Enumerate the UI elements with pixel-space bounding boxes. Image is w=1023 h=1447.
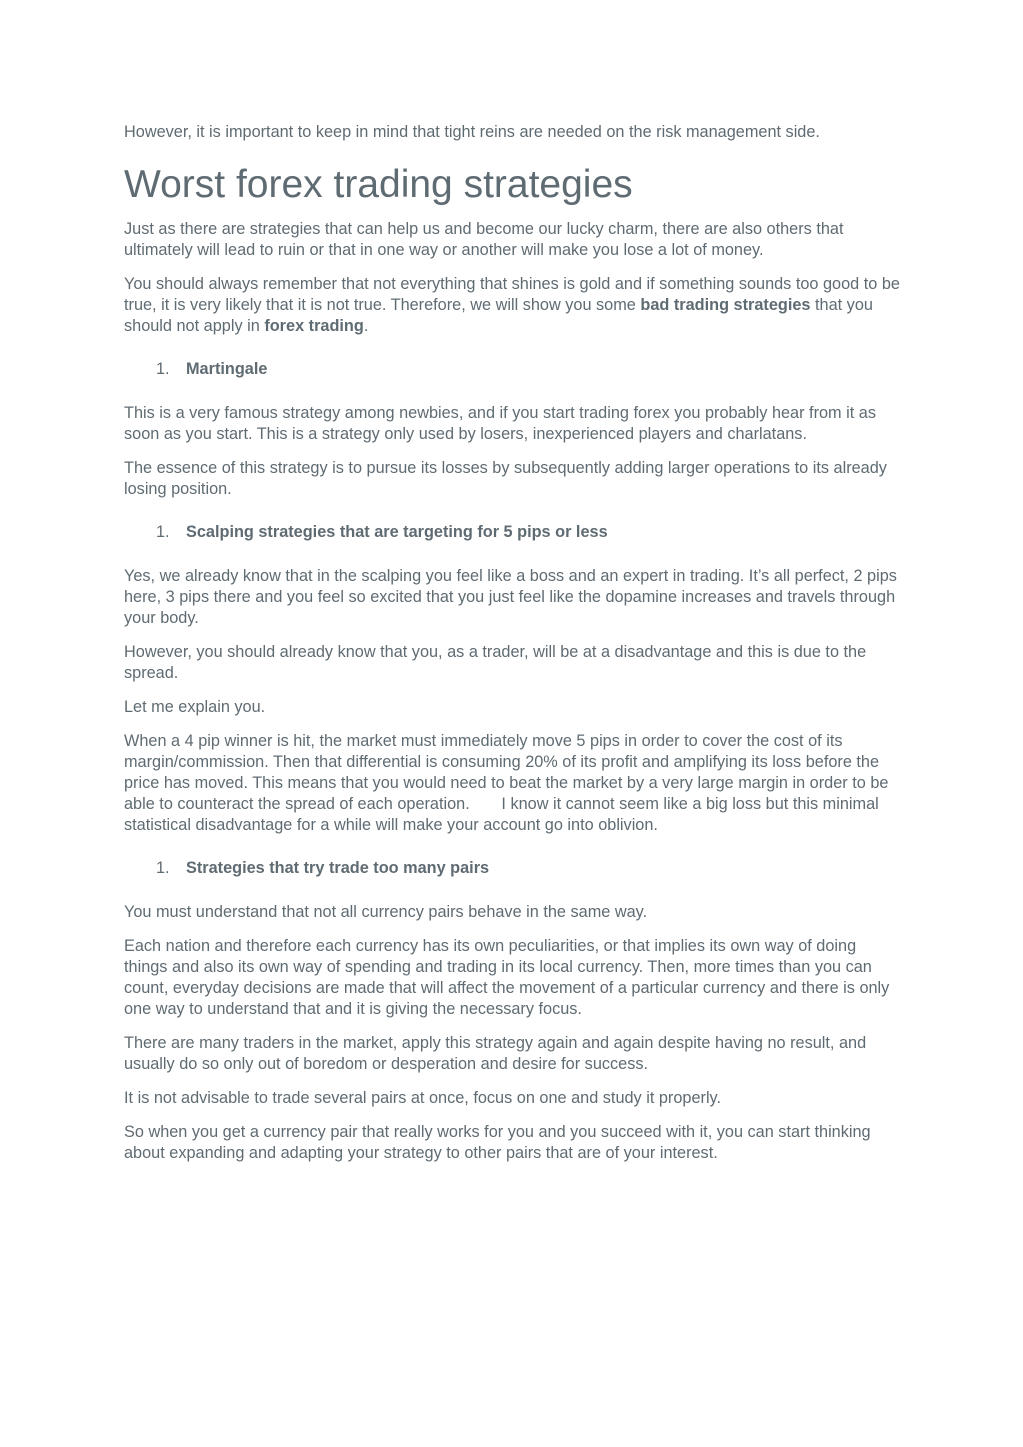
- intro-paragraph-2: Just as there are strategies that can help us and become our lucky charm, there are also others that ultimately will lead to ruin or that in one way or another will make you lose a lot of money.: [124, 220, 844, 259]
- bold-phrase-bad-trading-strategies: bad trading strategies: [640, 296, 811, 314]
- section-paragraph: There are many traders in the market, apply this strategy again and again despite having no result, and usually do so only out of boredom or desperation and desire for success.: [124, 1034, 867, 1073]
- section-paragraph: Yes, we already know that in the scalping you feel like a boss and an expert in trading. It’s all perfect, 2 pips here, 3 pips there and you feel so excited that you just feel like the dopamine increases and travels through your body.: [124, 567, 897, 627]
- text-span: You should always remember that not everything that shines is gold and if something sounds too good to be true, it is very likely that it is not true. Therefore, we will show you some: [124, 275, 900, 314]
- text-span: .: [363, 317, 369, 335]
- list-number: 1.: [156, 360, 170, 378]
- list-number: 1.: [156, 859, 170, 877]
- list-item-too-many-pairs: [124, 858, 904, 879]
- section-paragraph: Let me explain you.: [124, 698, 266, 716]
- list-item-martingale: [124, 359, 904, 380]
- section-paragraph: Each nation and therefore each currency has its own peculiarities, or that implies its own way of doing things and also its own way of spending and trading in its local currency. Then, more times than you can count, everyday decisions are made that will affect the movement of a particular currency and there is only one way to understand that and it is giving the necessary focus.: [124, 937, 890, 1018]
- bold-phrase-forex-trading: forex trading: [264, 317, 364, 335]
- page-title: Worst forex trading strategies: [124, 163, 633, 206]
- section-paragraph: So when you get a currency pair that really works for you and you succeed with it, you can start thinking about expanding and adapting your strategy to other pairs that are of your interest.: [124, 1123, 871, 1162]
- section-heading: Martingale: [186, 360, 268, 378]
- list-item-scalping: [124, 522, 904, 543]
- section-paragraph: When a 4 pip winner is hit, the market must immediately move 5 pips in order to cover the cost of its margin/commission. Then that differential is consuming 20% of its profit and amplifying its loss before the price has moved. This means that you would need to beat the market by a very large margin in order to be able to counteract the spread of each operation. I know it cannot seem like a big loss but this minimal statistical disadvantage for a while will make your account go into oblivion.: [124, 732, 893, 834]
- section-paragraph: It is not advisable to trade several pairs at once, focus on one and study it properly.: [124, 1089, 722, 1107]
- section-paragraph: This is a very famous strategy among newbies, and if you start trading forex you probably hear from it as soon as you start. This is a strategy only used by losers, inexperienced players and charlatans.: [124, 404, 877, 443]
- section-heading: Scalping strategies that are targeting for 5 pips or less: [186, 523, 608, 541]
- section-heading: Strategies that try trade too many pairs: [186, 859, 490, 877]
- intro-paragraph: However, it is important to keep in mind that tight reins are needed on the risk management side.: [124, 123, 820, 141]
- section-paragraph: You must understand that not all currency pairs behave in the same way.: [124, 903, 648, 921]
- section-paragraph: The essence of this strategy is to pursue its losses by subsequently adding larger operations to its already losing position.: [124, 459, 887, 498]
- section-paragraph: However, you should already know that you, as a trader, will be at a disadvantage and this is due to the spread.: [124, 643, 867, 682]
- list-number: 1.: [156, 523, 170, 541]
- text-span: that you should not apply in: [124, 296, 873, 335]
- document-page: [124, 122, 904, 1177]
- intro-paragraph-3: [124, 274, 904, 337]
